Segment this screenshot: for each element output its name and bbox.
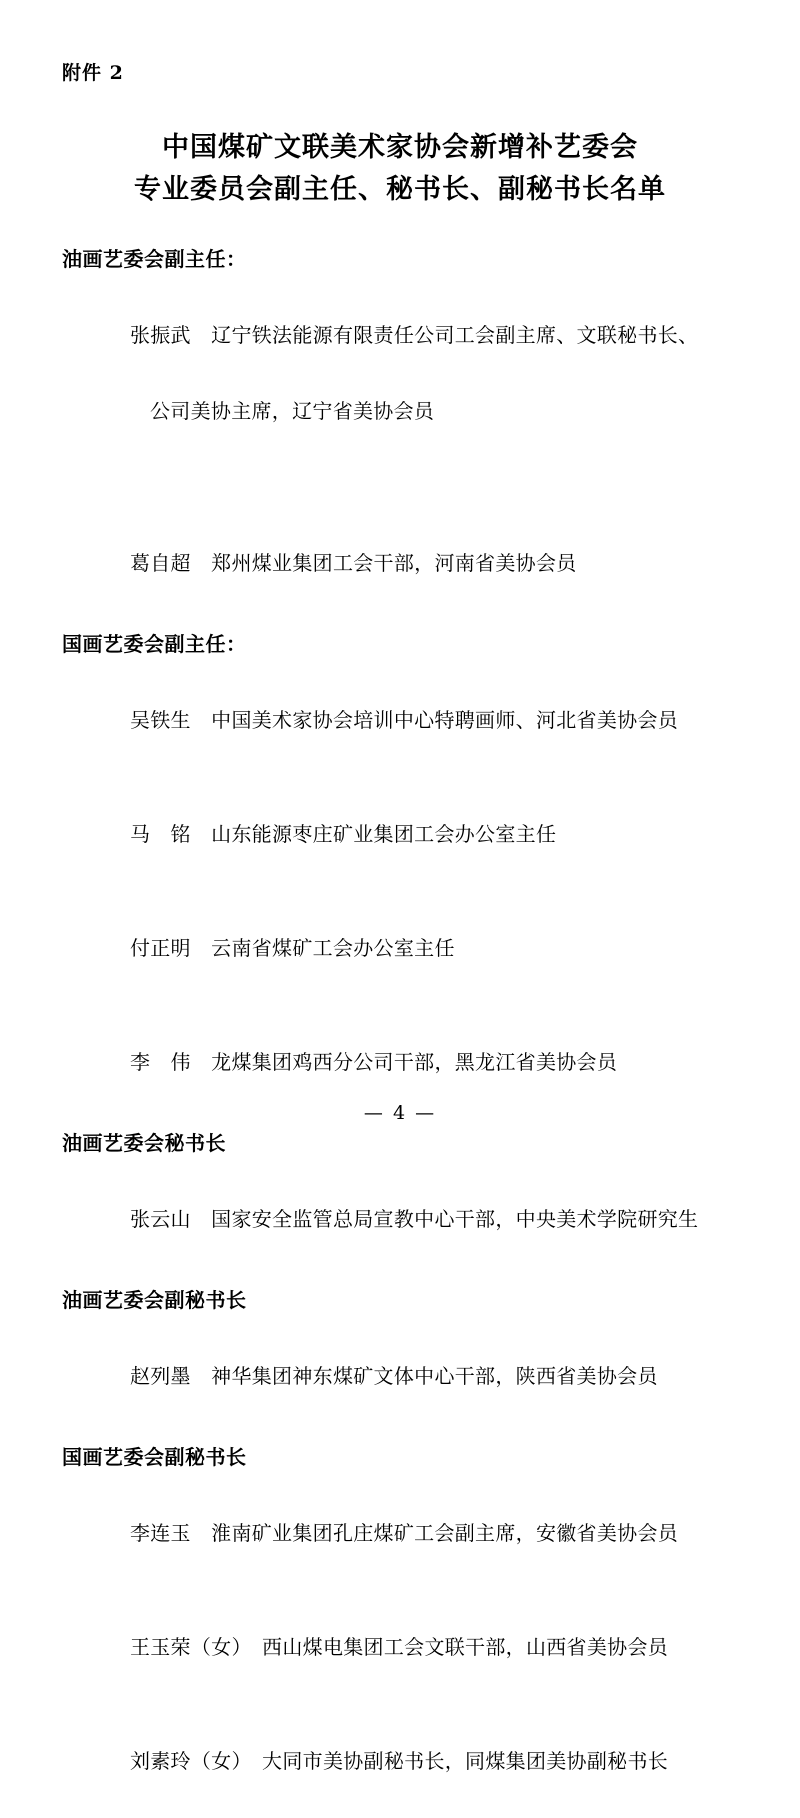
document-body (62, 245, 738, 1818)
entry-text: 付正明 云南省煤矿工会办公室主任 (129, 935, 455, 960)
page-title-line-2: 专业委员会副主任、秘书长、副秘书长名单 (134, 173, 666, 205)
section-heading: 油画艺委会副主任： (62, 246, 247, 271)
entry-text: 赵列墨 神华集团神东煤矿文体中心干部，陕西省美协会员 (129, 1363, 658, 1388)
entry-text: 王玉荣（女） 西山煤电集团工会文联干部，山西省美协会员 (129, 1634, 669, 1659)
list-item (62, 506, 738, 620)
entry-text: 吴铁生 中国美术家协会培训中心特聘画师、河北省美协会员 (129, 707, 679, 732)
list-item (62, 1319, 738, 1433)
attachment-label: 附件 2 (62, 62, 124, 84)
entry-text: 张振武 辽宁铁法能源有限责任公司工会副主席、文联秘书长、 (129, 322, 699, 347)
section-heading: 国画艺委会副秘书长 (62, 1444, 247, 1469)
list-item (62, 1704, 738, 1818)
entry-text: 张云山 国家安全监管总局宣教中心干部，中央美术学院研究生 (129, 1206, 699, 1231)
entry-text: 葛自超 郑州煤业集团工会干部，河南省美协会员 (129, 550, 577, 575)
section-heading: 国画艺委会副主任： (62, 631, 247, 656)
list-item (62, 891, 738, 1005)
entry-continuation: 公司美协主席，辽宁省美协会员 (150, 398, 435, 423)
list-item (62, 663, 738, 777)
page-number: — 4 — (363, 1102, 437, 1124)
list-item (62, 1476, 738, 1590)
list-item (62, 1590, 738, 1704)
page-title (62, 127, 738, 211)
list-item (62, 278, 738, 506)
entry-text: 马 铭 山东能源枣庄矿业集团工会办公室主任 (129, 821, 557, 846)
entry-text: 李连玉 淮南矿业集团孔庄煤矿工会副主席，安徽省美协会员 (129, 1520, 679, 1545)
section-heading: 油画艺委会副秘书长 (62, 1287, 247, 1312)
entry-text: 李 伟 龙煤集团鸡西分公司干部，黑龙江省美协会员 (129, 1049, 618, 1074)
list-item (62, 1162, 738, 1276)
section-heading: 油画艺委会秘书长 (62, 1130, 226, 1155)
list-item (62, 777, 738, 891)
page-title-line-1: 中国煤矿文联美术家协会新增补艺委会 (162, 132, 638, 163)
entry-text: 刘素玲（女） 大同市美协副秘书长，同煤集团美协副秘书长 (129, 1748, 669, 1773)
